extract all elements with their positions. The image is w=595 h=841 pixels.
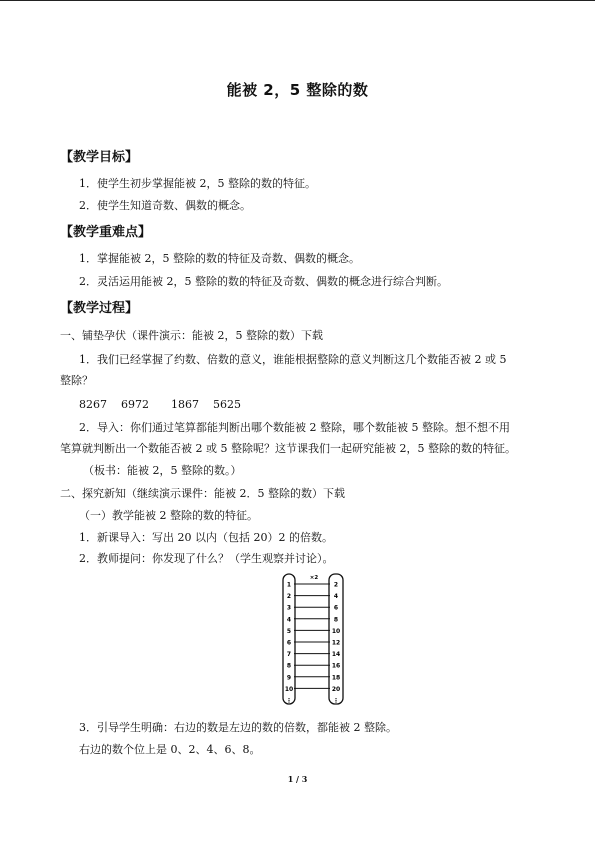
subsection-heading: （一）教学能被 2 整除的数的特征。 [79, 509, 258, 522]
multiplier-label: ×2 [309, 575, 319, 581]
section-heading-key-points: 【教学重难点】 [60, 225, 152, 240]
left-number: 3 [286, 604, 292, 612]
board-note: （板书：能被 2，5 整除的数。） [83, 464, 242, 477]
page-number: 1 / 3 [287, 774, 308, 784]
left-number: 9 [286, 674, 292, 682]
right-number: 10 [331, 627, 341, 635]
question1-line2: 整除？ [60, 374, 93, 387]
left-number: 2 [286, 593, 292, 601]
right-number: 16 [331, 662, 341, 670]
step2-text: 2．教师提问：你发现了什么？（学生观察并讨论）。 [79, 552, 334, 565]
section-heading-process: 【教学过程】 [60, 301, 139, 316]
right-number: 14 [331, 651, 341, 659]
left-number: 10 [284, 685, 294, 693]
left-number: 8 [286, 662, 292, 670]
number-list [79, 398, 241, 412]
right-number: 8 [333, 616, 339, 624]
question2-line2: 笔算就判断出一个数能否被 2 或 5 整除呢？这节课我们一起研究能被 2，5 整除的数的特征。 [60, 442, 516, 455]
key-point-item: 2．灵活运用能被 2，5 整除的数的特征及奇数、偶数的概念进行综合判断。 [79, 275, 448, 288]
step3-text: 3．引导学生明确：右边的数是左边的数的倍数，都能被 2 整除。 [79, 721, 397, 734]
number-item: 8267 [79, 398, 107, 411]
step1-text: 1．新课导入：写出 20 以内（包括 20）2 的倍数。 [79, 531, 333, 544]
right-number: 4 [333, 593, 339, 601]
left-number: 6 [286, 639, 292, 647]
left-number: 7 [286, 651, 292, 659]
right-number: 20 [331, 685, 341, 693]
right-number: 6 [333, 604, 339, 612]
right-number: ⋮ [333, 697, 339, 705]
number-item: 5625 [213, 398, 241, 411]
section-heading-goals: 【教学目标】 [60, 150, 139, 165]
left-number: 4 [286, 616, 292, 624]
key-point-item: 1．掌握能被 2，5 整除的数的特征及奇数、偶数的概念。 [79, 252, 360, 265]
right-number: 18 [331, 674, 341, 682]
number-item: 1867 [171, 398, 199, 411]
part2-heading: 二、探究新知（继续演示课件：能被 2．5 整除的数）下载 [60, 487, 345, 500]
question2-line1: 2．导入：你们通过笔算都能判断出哪个数能被 2 整除，哪个数能被 5 整除。想不想不用 [79, 421, 510, 434]
question1-line1: 1．我们已经掌握了约数、倍数的意义，谁能根据整除的意义判断这几个数能否被 2 或 5 [79, 353, 507, 366]
left-number: 5 [286, 627, 292, 635]
left-number: ⋮ [286, 697, 292, 705]
part1-heading: 一、铺垫孕伏（课件演示：能被 2，5 整除的数）下载 [60, 329, 323, 342]
page-title: 能被 2，5 整除的数 [226, 81, 369, 99]
left-number: 1 [286, 581, 292, 589]
goal-item: 2．使学生知道奇数、偶数的概念。 [79, 199, 251, 212]
top-rule [0, 0, 595, 1]
multiples-ladder-diagram [278, 569, 348, 709]
number-item: 6972 [121, 398, 149, 411]
goal-item: 1．使学生初步掌握能被 2，5 整除的数的特征。 [79, 177, 316, 190]
step3-continuation: 右边的数个位上是 0、2、4、6、8。 [79, 743, 261, 756]
right-number: 12 [331, 639, 341, 647]
right-number: 2 [333, 581, 339, 589]
